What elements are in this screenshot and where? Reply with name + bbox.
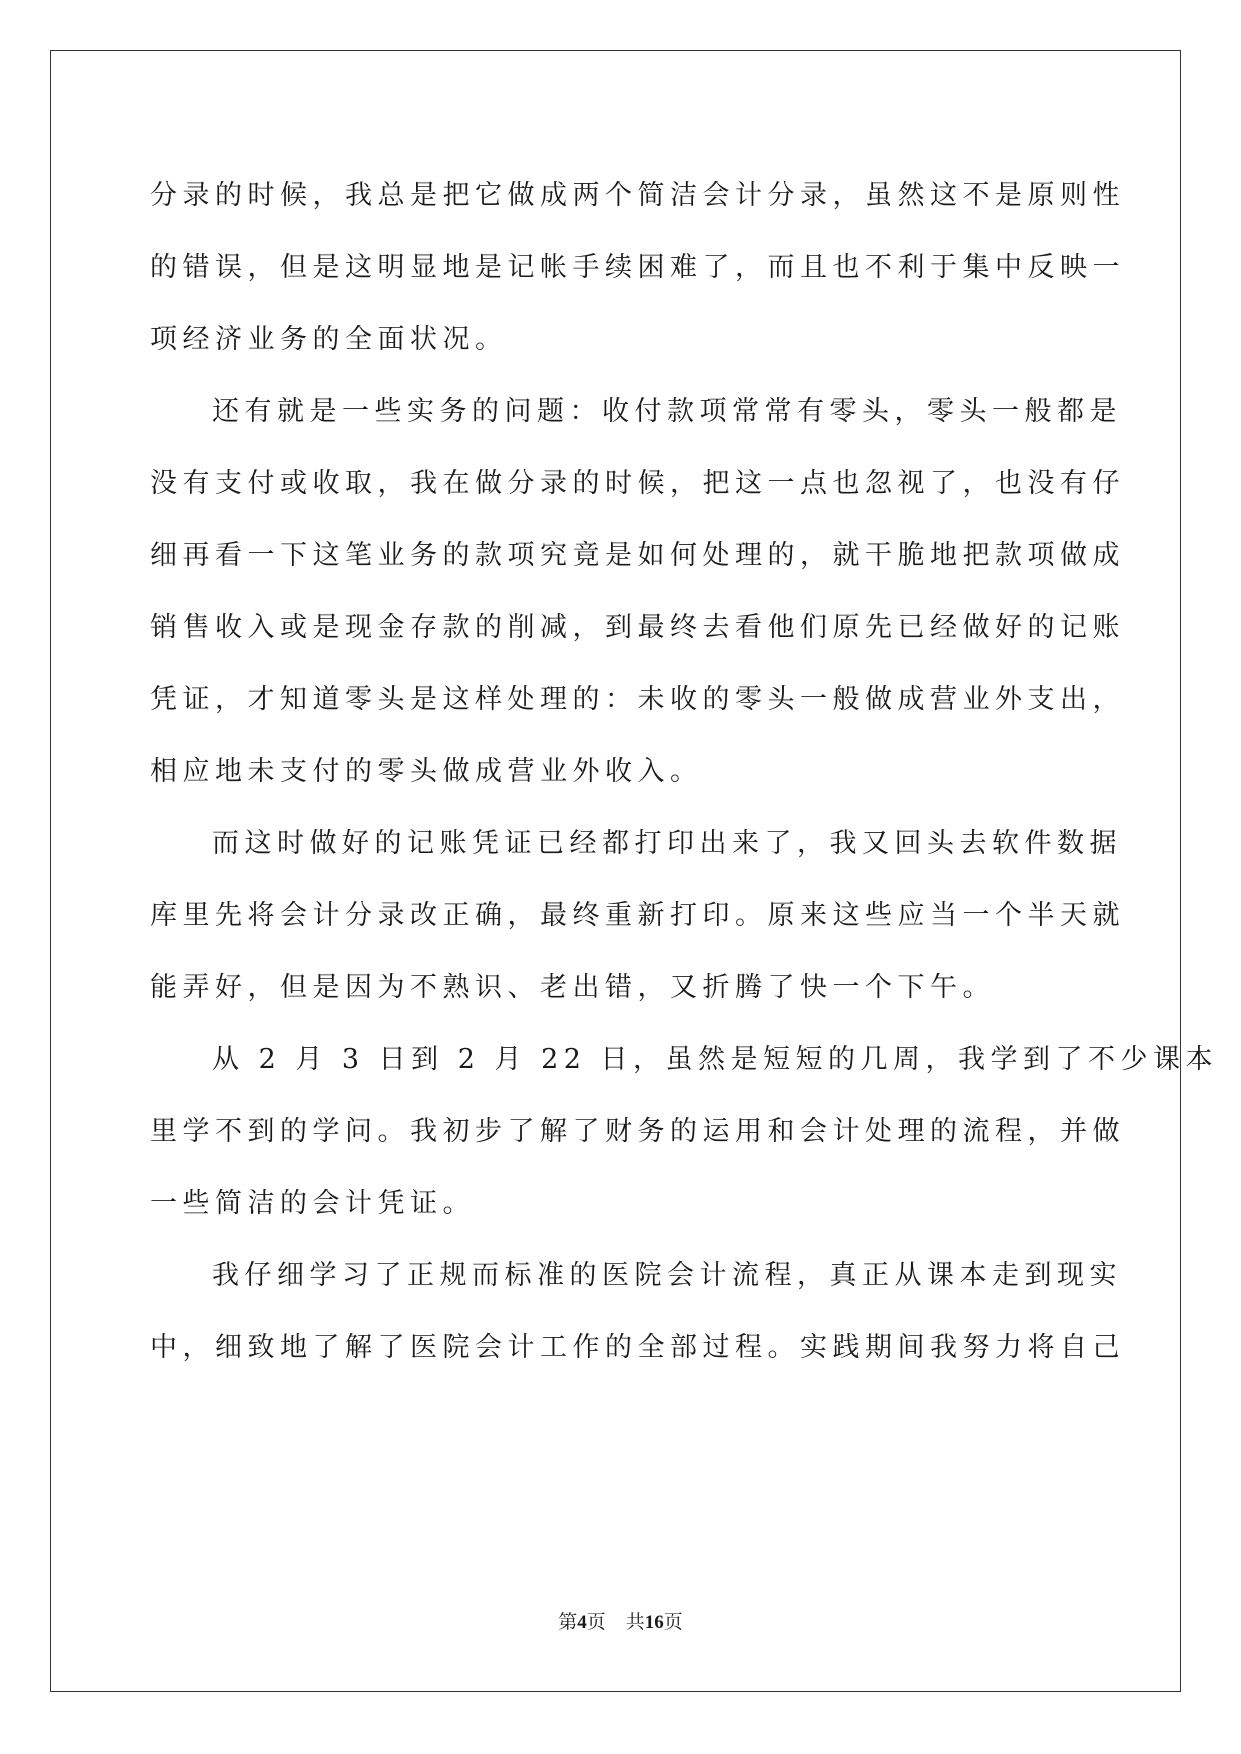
page-footer xyxy=(0,1610,1241,1635)
text-line-4: 还有就是一些实务的问题：收付款项常常有零头，零头一般都是 xyxy=(212,396,1122,427)
page-suffix: 页 xyxy=(586,1611,606,1633)
text-line-12: 能弄好，但是因为不熟识、老出错，又折腾了快一个下午。 xyxy=(150,972,995,1003)
text-line-2: 的错误，但是这明显地是记帐手续困难了，而且也不利于集中反映一 xyxy=(150,252,1125,283)
text-line-14: 里学不到的学问。我初步了解了财务的运用和会计处理的流程，并做 xyxy=(150,1116,1125,1147)
text-line-17: 中，细致地了解了医院会计工作的全部过程。实践期间我努力将自己 xyxy=(150,1332,1125,1363)
text-line-6: 细再看一下这笔业务的款项究竟是如何处理的，就干脆地把款项做成 xyxy=(150,540,1125,571)
document-body xyxy=(150,160,1219,1384)
total-prefix: 共 xyxy=(625,1611,645,1633)
text-line-11: 库里先将会计分录改正确，最终重新打印。原来这些应当一个半天就 xyxy=(150,900,1125,931)
text-line-5: 没有支付或收取，我在做分录的时候，把这一点也忽视了，也没有仔 xyxy=(150,468,1125,499)
text-line-16: 我仔细学习了正规而标准的医院会计流程，真正从课本走到现实 xyxy=(212,1260,1122,1291)
page-prefix: 第 xyxy=(558,1611,578,1633)
text-line-1: 分录的时候，我总是把它做成两个简洁会计分录，虽然这不是原则性 xyxy=(150,180,1125,211)
text-line-8: 凭证，才知道零头是这样处理的：未收的零头一般做成营业外支出， xyxy=(150,684,1125,715)
text-line-10: 而这时做好的记账凭证已经都打印出来了，我又回头去软件数据 xyxy=(212,828,1122,859)
text-line-13: 从 2 月 3 日到 2 月 22 日，虽然是短短的几周，我学到了不少课本 xyxy=(212,1044,1219,1075)
text-line-15: 一些简洁的会计凭证。 xyxy=(150,1188,475,1219)
text-line-9: 相应地未支付的零头做成营业外收入。 xyxy=(150,756,703,787)
text-line-7: 销售收入或是现金存款的削减，到最终去看他们原先已经做好的记账 xyxy=(150,612,1125,643)
page-number: 4 xyxy=(577,1612,587,1633)
total-pages: 16 xyxy=(644,1612,664,1633)
text-line-3: 项经济业务的全面状况。 xyxy=(150,324,508,355)
total-suffix: 页 xyxy=(663,1611,683,1633)
